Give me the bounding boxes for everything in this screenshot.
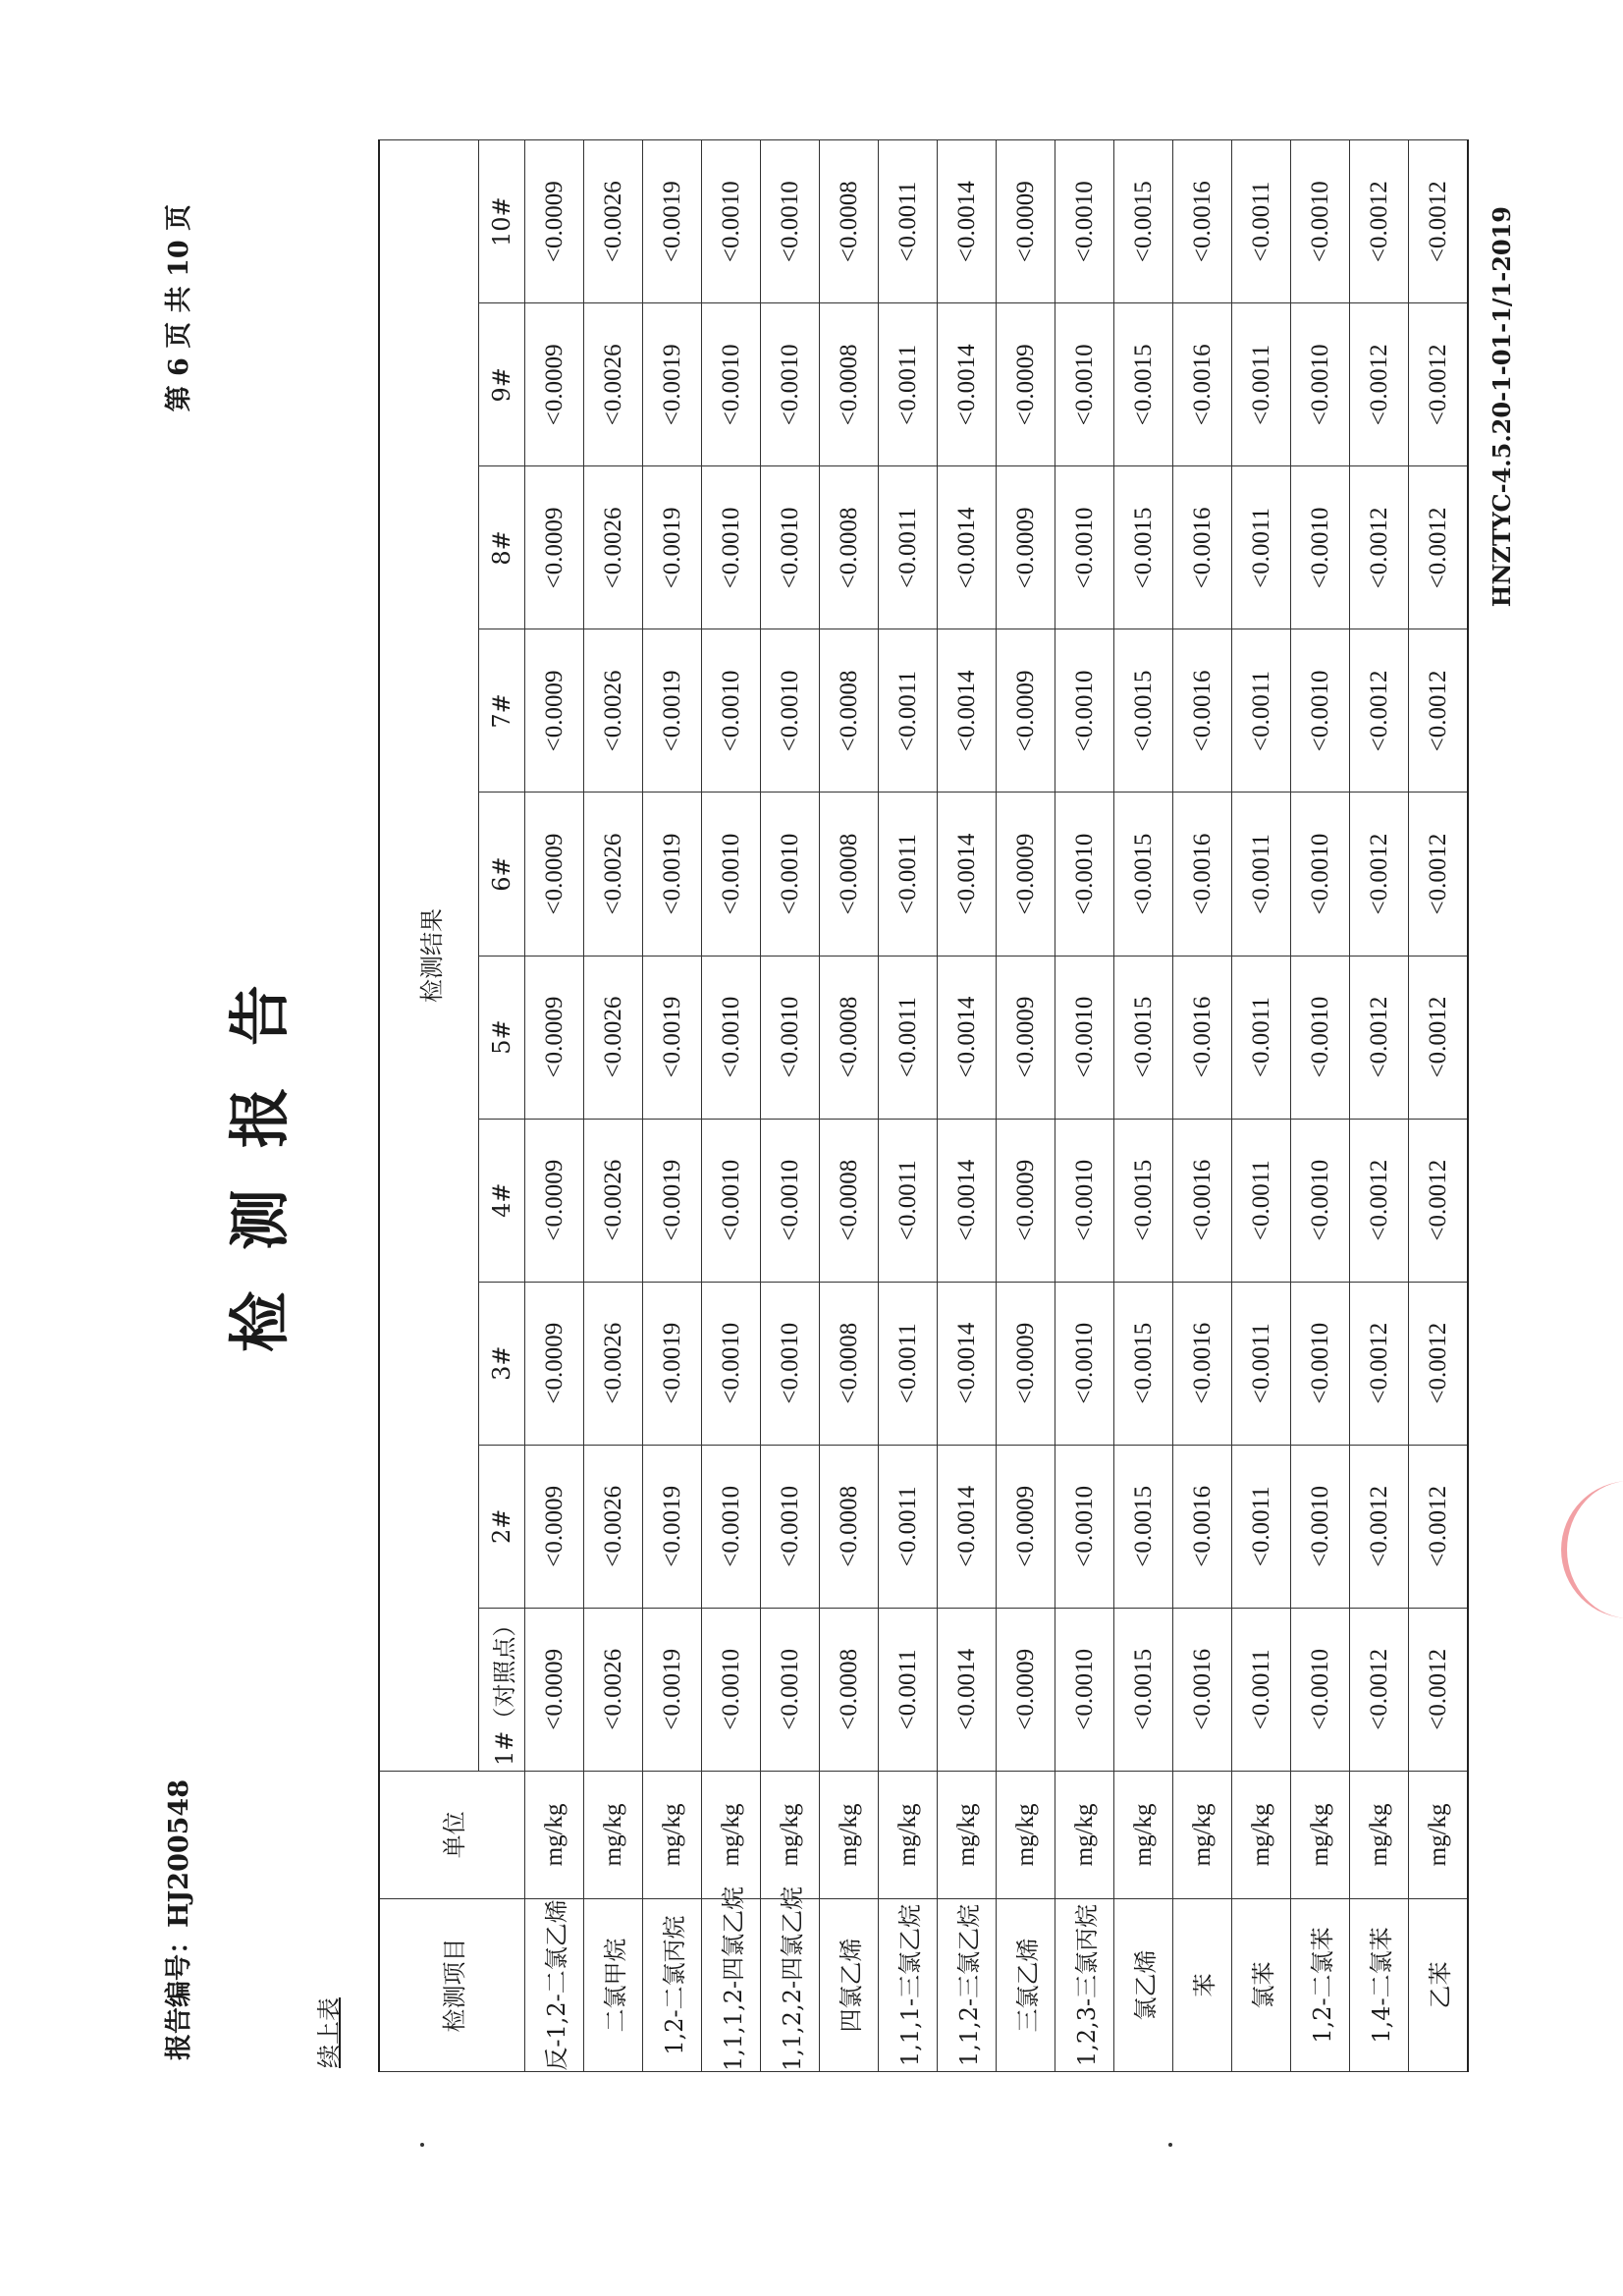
result-cell: <0.0010 (1055, 303, 1114, 466)
result-cell: <0.0012 (1350, 1445, 1409, 1608)
header-sample-2: 2# (479, 1445, 525, 1608)
item-name: 1,2,3-三氯丙烷 (1055, 1898, 1114, 2071)
item-name: 1,1,1,2-四氯乙烷 (702, 1898, 761, 2071)
item-unit: mg/kg (938, 1771, 997, 1898)
result-cell: <0.0026 (584, 303, 643, 466)
result-cell: <0.0010 (1291, 466, 1350, 629)
result-cell: <0.0008 (820, 1608, 879, 1771)
header-sample-5: 5# (479, 956, 525, 1119)
result-cell: <0.0010 (1291, 793, 1350, 956)
result-cell: <0.0008 (820, 1282, 879, 1445)
result-cell: <0.0015 (1114, 793, 1173, 956)
result-cell: <0.0014 (938, 1119, 997, 1282)
result-cell: <0.0014 (938, 466, 997, 629)
result-cell: <0.0014 (938, 1445, 997, 1608)
item-name: 苯 (1173, 1898, 1232, 2071)
item-name: 氯乙烯 (1114, 1898, 1173, 2071)
result-cell: <0.0016 (1173, 793, 1232, 956)
result-cell: <0.0026 (584, 140, 643, 303)
result-cell: <0.0012 (1409, 140, 1469, 303)
item-unit: mg/kg (1055, 1771, 1114, 1898)
result-cell: <0.0008 (820, 303, 879, 466)
result-cell: <0.0015 (1114, 466, 1173, 629)
table-row (938, 140, 997, 2072)
document-title: 检测报告 (224, 944, 296, 1353)
result-cell: <0.0019 (643, 793, 702, 956)
result-cell: <0.0011 (1232, 1282, 1291, 1445)
result-cell: <0.0012 (1350, 793, 1409, 956)
item-unit: mg/kg (820, 1771, 879, 1898)
item-name: 1,2-二氯苯 (1291, 1898, 1350, 2071)
result-cell: <0.0016 (1173, 466, 1232, 629)
result-cell: <0.0009 (997, 793, 1055, 956)
item-unit: mg/kg (525, 1771, 584, 1898)
result-cell: <0.0016 (1173, 140, 1232, 303)
table-row (1055, 140, 1114, 2072)
result-cell: <0.0012 (1409, 1608, 1469, 1771)
item-name: 1,2-二氯丙烷 (643, 1898, 702, 2071)
result-cell: <0.0019 (643, 303, 702, 466)
result-cell: <0.0011 (1232, 1608, 1291, 1771)
result-cell: <0.0014 (938, 956, 997, 1119)
header-sample-7: 7# (479, 629, 525, 793)
result-cell: <0.0011 (879, 1119, 938, 1282)
result-cell: <0.0014 (938, 1608, 997, 1771)
table-row (1232, 140, 1291, 2072)
result-cell: <0.0015 (1114, 956, 1173, 1119)
result-cell: <0.0019 (643, 629, 702, 793)
table-row (1291, 140, 1350, 2072)
result-cell: <0.0010 (702, 1282, 761, 1445)
result-cell: <0.0011 (879, 956, 938, 1119)
result-cell: <0.0019 (643, 466, 702, 629)
result-cell: <0.0012 (1350, 1282, 1409, 1445)
result-cell: <0.0011 (1232, 140, 1291, 303)
result-cell: <0.0011 (879, 303, 938, 466)
result-cell: <0.0010 (1291, 956, 1350, 1119)
item-name: 三氯乙烯 (997, 1898, 1055, 2071)
item-unit: mg/kg (997, 1771, 1055, 1898)
item-name: 四氯乙烯 (820, 1898, 879, 2071)
result-cell: <0.0012 (1350, 303, 1409, 466)
item-name: 氯苯 (1232, 1898, 1291, 2071)
item-unit: mg/kg (1350, 1771, 1409, 1898)
result-cell: <0.0011 (1232, 466, 1291, 629)
result-cell: <0.0010 (1291, 629, 1350, 793)
result-cell: <0.0011 (879, 466, 938, 629)
red-seal-stamp (1561, 1481, 1623, 1618)
result-cell: <0.0011 (1232, 956, 1291, 1119)
result-cell: <0.0010 (702, 1445, 761, 1608)
item-name: 二氯甲烷 (584, 1898, 643, 2071)
report-number: 报告编号：HJ200548 (164, 1778, 194, 2060)
result-cell: <0.0010 (702, 466, 761, 629)
result-cell: <0.0026 (584, 1608, 643, 1771)
result-cell: <0.0010 (1055, 466, 1114, 629)
result-cell: <0.0014 (938, 303, 997, 466)
item-name: 1,1,2-三氯乙烷 (938, 1898, 997, 2071)
page-indicator: 第 6 页 共 10 页 (164, 204, 194, 412)
result-cell: <0.0009 (997, 956, 1055, 1119)
result-cell: <0.0010 (761, 793, 820, 956)
result-cell: <0.0010 (761, 629, 820, 793)
table-row (1409, 140, 1469, 2072)
result-cell: <0.0008 (820, 1445, 879, 1608)
result-cell: <0.0012 (1409, 1119, 1469, 1282)
table-row (1173, 140, 1232, 2072)
table-row (1350, 140, 1409, 2072)
result-cell: <0.0009 (525, 303, 584, 466)
result-cell: <0.0015 (1114, 629, 1173, 793)
item-unit: mg/kg (1232, 1771, 1291, 1898)
table-row (997, 140, 1055, 2072)
result-cell: <0.0016 (1173, 1119, 1232, 1282)
result-cell: <0.0008 (820, 466, 879, 629)
result-cell: <0.0011 (879, 629, 938, 793)
result-cell: <0.0012 (1350, 956, 1409, 1119)
result-cell: <0.0012 (1350, 466, 1409, 629)
result-cell: <0.0010 (702, 956, 761, 1119)
result-cell: <0.0009 (525, 1119, 584, 1282)
result-cell: <0.0012 (1409, 956, 1469, 1119)
result-cell: <0.0009 (997, 466, 1055, 629)
result-cell: <0.0019 (643, 1445, 702, 1608)
item-name: 1,1,2,2-四氯乙烷 (761, 1898, 820, 2071)
header-sample-3: 3# (479, 1282, 525, 1445)
result-cell: <0.0010 (1291, 303, 1350, 466)
result-cell: <0.0010 (1291, 140, 1350, 303)
result-cell: <0.0015 (1114, 1282, 1173, 1445)
result-cell: <0.0010 (1291, 1282, 1350, 1445)
result-cell: <0.0026 (584, 629, 643, 793)
result-cell: <0.0010 (702, 793, 761, 956)
result-cell: <0.0012 (1409, 466, 1469, 629)
result-cell: <0.0010 (1291, 1119, 1350, 1282)
table-row (820, 140, 879, 2072)
result-cell: <0.0010 (702, 140, 761, 303)
result-cell: <0.0026 (584, 466, 643, 629)
result-cell: <0.0010 (1055, 956, 1114, 1119)
table-row (761, 140, 820, 2072)
header-unit: 单位 (379, 1771, 525, 1898)
table-row (525, 140, 584, 2072)
header-sample-9: 9# (479, 303, 525, 466)
result-cell: <0.0010 (1291, 1608, 1350, 1771)
result-cell: <0.0016 (1173, 1445, 1232, 1608)
item-name: 1,1,1-三氯乙烷 (879, 1898, 938, 2071)
header-sample-6: 6# (479, 793, 525, 956)
result-cell: <0.0010 (1055, 1282, 1114, 1445)
result-cell: <0.0008 (820, 629, 879, 793)
result-cell: <0.0026 (584, 1119, 643, 1282)
result-cell: <0.0012 (1350, 1608, 1409, 1771)
result-cell: <0.0009 (525, 1608, 584, 1771)
item-unit: mg/kg (1173, 1771, 1232, 1898)
result-cell: <0.0012 (1350, 140, 1409, 303)
result-cell: <0.0009 (525, 793, 584, 956)
item-unit: mg/kg (584, 1771, 643, 1898)
result-cell: <0.0009 (525, 956, 584, 1119)
result-cell: <0.0014 (938, 629, 997, 793)
result-cell: <0.0010 (1055, 1608, 1114, 1771)
result-cell: <0.0014 (938, 793, 997, 956)
result-cell: <0.0026 (584, 1282, 643, 1445)
result-cell: <0.0011 (879, 1282, 938, 1445)
result-cell: <0.0008 (820, 1119, 879, 1282)
result-cell: <0.0010 (702, 1119, 761, 1282)
result-cell: <0.0012 (1409, 1445, 1469, 1608)
results-body (525, 140, 1469, 2072)
table-row (584, 140, 643, 2072)
result-cell: <0.0011 (879, 793, 938, 956)
result-cell: <0.0016 (1173, 1282, 1232, 1445)
result-cell: <0.0010 (702, 303, 761, 466)
result-cell: <0.0009 (525, 629, 584, 793)
result-cell: <0.0010 (1055, 1445, 1114, 1608)
result-cell: <0.0016 (1173, 629, 1232, 793)
result-cell: <0.0019 (643, 1119, 702, 1282)
table-row (702, 140, 761, 2072)
result-cell: <0.0019 (643, 1608, 702, 1771)
result-cell: <0.0010 (761, 1119, 820, 1282)
item-unit: mg/kg (1409, 1771, 1469, 1898)
result-cell: <0.0011 (1232, 1445, 1291, 1608)
result-cell: <0.0016 (1173, 956, 1232, 1119)
item-unit: mg/kg (879, 1771, 938, 1898)
result-cell: <0.0010 (761, 1282, 820, 1445)
result-cell: <0.0016 (1173, 303, 1232, 466)
result-cell: <0.0019 (643, 140, 702, 303)
result-cell: <0.0009 (525, 466, 584, 629)
item-unit: mg/kg (643, 1771, 702, 1898)
result-cell: <0.0026 (584, 793, 643, 956)
item-unit: mg/kg (761, 1771, 820, 1898)
result-cell: <0.0012 (1350, 1119, 1409, 1282)
result-cell: <0.0011 (879, 140, 938, 303)
result-cell: <0.0015 (1114, 1608, 1173, 1771)
result-cell: <0.0009 (997, 1119, 1055, 1282)
header-results-group: 检测结果 (379, 140, 479, 1772)
result-cell: <0.0015 (1114, 303, 1173, 466)
result-cell: <0.0019 (643, 1282, 702, 1445)
table-row (879, 140, 938, 2072)
result-cell: <0.0010 (1055, 1119, 1114, 1282)
result-cell: <0.0011 (879, 1608, 938, 1771)
result-cell: <0.0010 (761, 140, 820, 303)
result-cell: <0.0015 (1114, 1119, 1173, 1282)
header-sample-1: 1#（对照点） (479, 1608, 525, 1771)
result-cell: <0.0010 (1055, 793, 1114, 956)
result-cell: <0.0015 (1114, 140, 1173, 303)
result-cell: <0.0010 (761, 956, 820, 1119)
result-cell: <0.0010 (1291, 1445, 1350, 1608)
result-cell: <0.0012 (1409, 303, 1469, 466)
result-cell: <0.0010 (702, 1608, 761, 1771)
continuation-label: 续上表 (315, 1997, 343, 2068)
result-cell: <0.0019 (643, 956, 702, 1119)
result-cell: <0.0011 (879, 1445, 938, 1608)
result-cell: <0.0008 (820, 956, 879, 1119)
results-table (378, 139, 1469, 2072)
result-cell: <0.0026 (584, 956, 643, 1119)
header-sample-8: 8# (479, 466, 525, 629)
result-cell: <0.0010 (761, 1608, 820, 1771)
header-sample-10: 10# (479, 140, 525, 303)
result-cell: <0.0008 (820, 140, 879, 303)
item-unit: mg/kg (702, 1771, 761, 1898)
result-cell: <0.0009 (997, 303, 1055, 466)
result-cell: <0.0009 (997, 1282, 1055, 1445)
result-cell: <0.0010 (761, 466, 820, 629)
result-cell: <0.0009 (997, 140, 1055, 303)
result-cell: <0.0009 (997, 629, 1055, 793)
result-cell: <0.0014 (938, 140, 997, 303)
header-item: 检测项目 (379, 1898, 525, 2071)
result-cell: <0.0009 (525, 1282, 584, 1445)
result-cell: <0.0009 (997, 1608, 1055, 1771)
result-cell: <0.0009 (997, 1445, 1055, 1608)
result-cell: <0.0011 (1232, 303, 1291, 466)
result-cell: <0.0016 (1173, 1608, 1232, 1771)
table-row (1114, 140, 1173, 2072)
result-cell: <0.0011 (1232, 793, 1291, 956)
result-cell: <0.0011 (1232, 629, 1291, 793)
header-sample-4: 4# (479, 1119, 525, 1282)
item-unit: mg/kg (1114, 1771, 1173, 1898)
document-code: HNZTYC-4.5.20-1-01-1/1-2019 (1488, 206, 1516, 608)
item-name: 反-1,2-二氯乙烯 (525, 1898, 584, 2071)
result-cell: <0.0015 (1114, 1445, 1173, 1608)
result-cell: <0.0009 (525, 1445, 584, 1608)
result-cell: <0.0010 (761, 1445, 820, 1608)
margin-dot (1168, 2143, 1172, 2147)
item-unit: mg/kg (1291, 1771, 1350, 1898)
result-cell: <0.0012 (1409, 793, 1469, 956)
result-cell: <0.0011 (1232, 1119, 1291, 1282)
result-cell: <0.0010 (1055, 140, 1114, 303)
item-name: 乙苯 (1409, 1898, 1469, 2071)
result-cell: <0.0026 (584, 1445, 643, 1608)
result-cell: <0.0010 (702, 629, 761, 793)
result-cell: <0.0012 (1350, 629, 1409, 793)
result-cell: <0.0012 (1409, 629, 1469, 793)
result-cell: <0.0014 (938, 1282, 997, 1445)
result-cell: <0.0008 (820, 793, 879, 956)
item-name: 1,4-二氯苯 (1350, 1898, 1409, 2071)
result-cell: <0.0010 (1055, 629, 1114, 793)
result-cell: <0.0012 (1409, 1282, 1469, 1445)
table-row (643, 140, 702, 2072)
margin-dot (420, 2143, 424, 2147)
result-cell: <0.0010 (761, 303, 820, 466)
result-cell: <0.0009 (525, 140, 584, 303)
